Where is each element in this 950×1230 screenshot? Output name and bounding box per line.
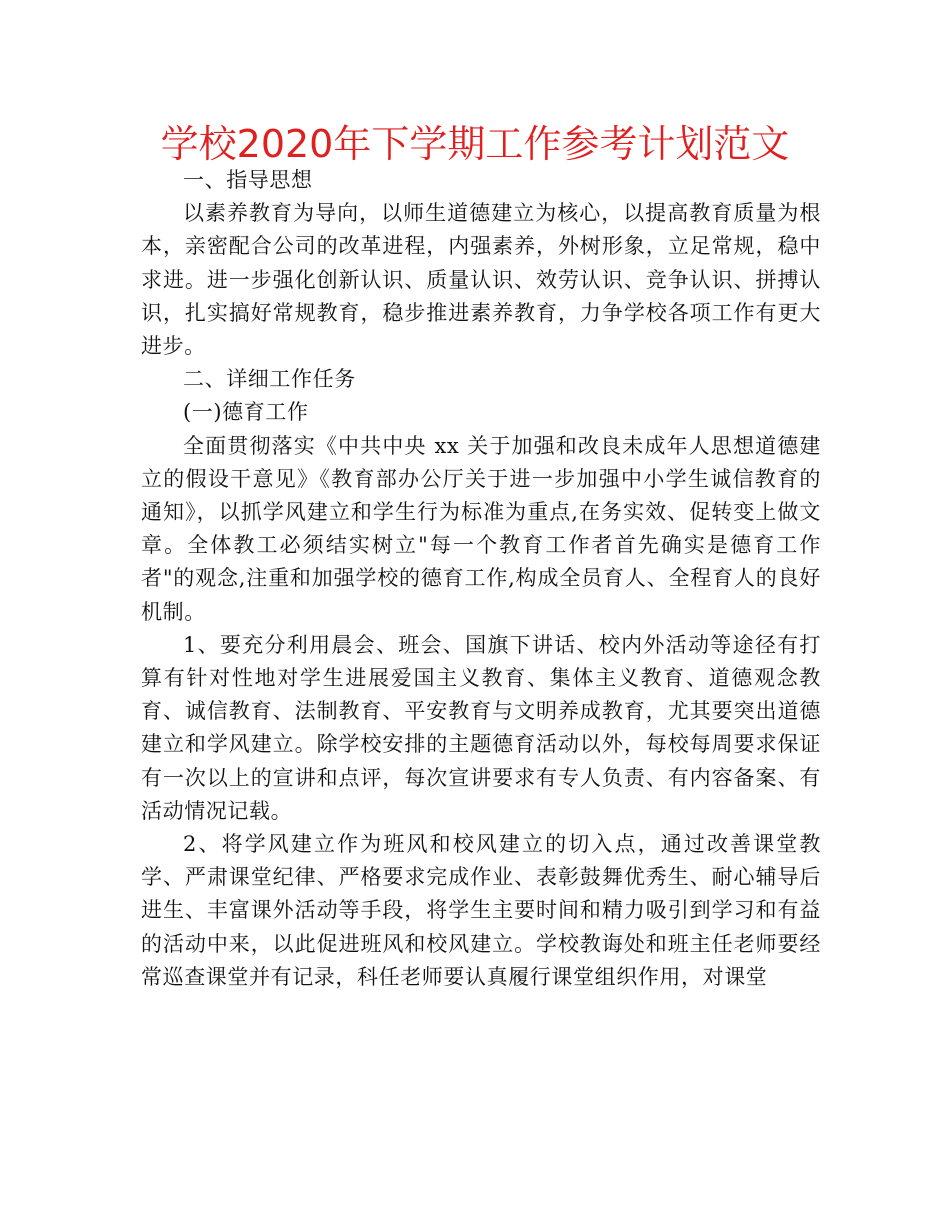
- section-heading-work-tasks: 二、详细工作任务: [183, 367, 356, 392]
- paragraph-item-1: 1、要充分利用晨会、班会、国旗下讲话、校内外活动等途径有打算有针对性地对学生进展爱国主义教育、集体主义教育、道德观念教育、诚信教育、法制教育、平安教育与文明养成教育，尤其要突出道德建立和学风建立。除学校安排的主题德育活动以外，每校每周要求保证有一次以上的宣讲和点评，每次宣讲要求有专人负责、有内容备案、有活动情况记载。: [141, 632, 821, 823]
- document-body: [141, 164, 821, 994]
- paragraph-guiding-ideology: 以素养教育为导向，以师生道德建立为核心，以提高教育质量为根本，亲密配合公司的改革进程，内强素养，外树形象，立足常规，稳中求进。进一步强化创新认识、质量认识、效劳认识、竞争认识、拼搏认识，扎实搞好常规教育，稳步推进素养教育，力争学校各项工作有更大进步。: [141, 201, 821, 359]
- section-heading-guiding-ideology: 一、指导思想: [183, 168, 313, 192]
- paragraph-moral-education: 全面贯彻落实《中共中央 xx 关于加强和改良未成年人思想道德建立的假设干意见》《教育部办公厅关于进一步加强中小学生诚信教育的通知》，以抓学风建立和学生行为标准为重点,在务实效、促转变上做文章。全体教工必须结实树立"每一个教育工作者首先确实是德育工作者"的观念,注重和加强学校的德育工作,构成全员育人、全程育人的良好机制。: [141, 433, 821, 624]
- document-title: 学校2020年下学期工作参考计划范文: [160, 122, 790, 166]
- paragraph-item-2: 2、将学风建立作为班风和校风建立的切入点，通过改善课堂教学、严肃课堂纪律、严格要求完成作业、表彰鼓舞优秀生、耐心辅导后进生、丰富课外活动等手段，将学生主要时间和精力吸引到学习和有益的活动中来，以此促进班风和校风建立。学校教诲处和班主任老师要经常巡查课堂并有记录，科任老师要认真履行课堂组织作用，对课堂: [141, 832, 821, 989]
- subsection-heading-moral-education: (一)德育工作: [183, 400, 309, 425]
